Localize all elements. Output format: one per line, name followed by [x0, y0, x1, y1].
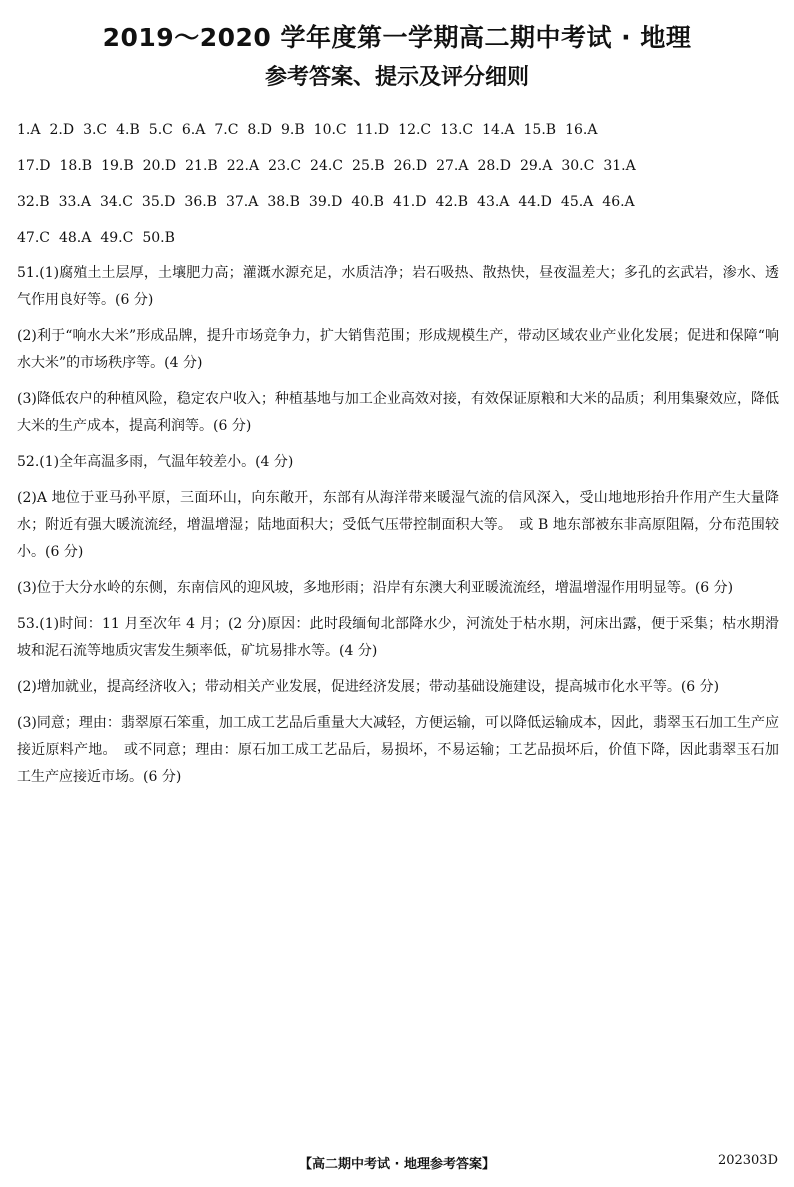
answer-row	[17, 220, 787, 256]
answer-item: 40.B	[351, 194, 384, 210]
answer-item: 21.B	[185, 158, 218, 174]
answer-item: 20.D	[142, 158, 177, 174]
answer-item: 2.D	[49, 122, 75, 138]
answer-item: 6.A	[181, 122, 206, 138]
answer-row	[17, 148, 787, 184]
q53-part3: (3)同意；理由：翡翠原石笨重，加工成工艺品后重量大大减轻，方便运输，可以降低运输成本，因此，翡翠玉石加工生产应接近原料产地。 或不同意；理由：原石加工成工艺品后，易损坏，不易运输；工艺品损坏后，价值下降，因此翡翠玉石加工生产应接近市场。(6 分)	[17, 715, 779, 785]
answer-row	[17, 112, 787, 148]
answer-item: 48.A	[58, 230, 92, 246]
answer-item: 43.A	[477, 194, 510, 210]
footer-code: 202303D	[717, 1153, 778, 1168]
answer-item: 5.C	[148, 122, 173, 138]
q51-part1: 51.(1)腐殖土土层厚，土壤肥力高；灌溉水源充足，水质洁净；岩石吸热、散热快，昼夜温差大；多孔的玄武岩，渗水、透气作用良好等。(6 分)	[17, 265, 779, 308]
answer-item: 26.D	[393, 158, 428, 174]
answer-item: 23.C	[268, 158, 302, 174]
answer-item: 19.B	[101, 158, 134, 174]
page-subtitle: 参考答案、提示及评分细则	[264, 65, 529, 90]
q52-part3: (3)位于大分水岭的东侧，东南信风的迎风坡，多地形雨；沿岸有东澳大利亚暖流流经，增温增湿作用明显等。(6 分)	[17, 580, 734, 596]
answer-item: 39.D	[308, 194, 343, 210]
q51-part3: (3)降低农户的种植风险，稳定农户收入；种植基地与加工企业高效对接，有效保证原粮和大米的品质；利用集聚效应，降低大米的生产成本，提高利润等。(6 分)	[17, 391, 779, 434]
answer-item: 1.A	[17, 122, 41, 138]
footer-label: 【高二期中考试 · 地理参考答案】	[299, 1157, 495, 1172]
answer-item: 31.A	[603, 158, 636, 174]
answer-item: 46.A	[602, 194, 635, 210]
answer-item: 25.B	[352, 158, 385, 174]
answer-item: 34.C	[99, 194, 133, 210]
answer-item: 36.B	[184, 194, 217, 210]
answer-item: 11.D	[355, 122, 390, 138]
question-53	[17, 611, 779, 791]
answer-item: 22.A	[226, 158, 260, 174]
answer-item: 9.B	[281, 122, 305, 138]
answer-item: 10.C	[313, 122, 347, 138]
answer-item: 27.A	[436, 158, 469, 174]
question-51	[17, 260, 779, 440]
q53-part1: 53.(1)时间：11 月至次年 4 月；(2 分)原因：此时段缅甸北部降水少，河流处于枯水期，河床出露，便于采集；枯水期滑坡和泥石流等地质灾害发生频率低，矿坑易排水等。(4 分)	[17, 616, 779, 659]
q52-part2: (2)A 地位于亚马孙平原，三面环山，向东敞开，东部有从海洋带来暖湿气流的信风深入，受山地地形抬升作用产生大量降水；附近有强大暖流流经，增温增湿；陆地面积大；受低气压带控制面积大等。 或 B 地东部被东非高原阻隔，分布范围较小。(6 分)	[17, 490, 779, 560]
answer-item: 29.A	[519, 158, 553, 174]
answer-item: 12.C	[398, 122, 432, 138]
answer-item: 18.B	[59, 158, 93, 174]
answer-item: 32.B	[17, 194, 50, 210]
answer-item: 35.D	[141, 194, 176, 210]
answer-item: 44.D	[518, 194, 552, 210]
answer-item: 15.B	[523, 122, 557, 138]
multiple-choice-answers	[17, 112, 787, 256]
question-52	[17, 449, 779, 602]
answer-item: 16.A	[565, 122, 598, 138]
answer-item: 33.A	[58, 194, 91, 210]
answer-item: 3.C	[83, 122, 108, 138]
answer-item: 4.B	[116, 122, 140, 138]
page-title: 2019～2020 学年度第一学期高二期中考试 · 地理	[102, 23, 692, 52]
answer-explanations	[17, 260, 779, 800]
q52-part1: 52.(1)全年高温多雨，气温年较差小。(4 分)	[17, 454, 294, 470]
q51-part2: (2)利于“响水大米”形成品牌，提升市场竞争力，扩大销售范围；形成规模生产，带动区域农业产业化发展；促进和保障“响水大米”的市场秩序等。(4 分)	[17, 328, 779, 371]
answer-item: 17.D	[17, 158, 51, 174]
answer-item: 42.B	[435, 194, 469, 210]
answer-item: 41.D	[392, 194, 427, 210]
answer-item: 45.A	[560, 194, 594, 210]
answer-item: 24.C	[310, 158, 344, 174]
q53-part2: (2)增加就业，提高经济收入；带动相关产业发展，促进经济发展；带动基础设施建设，提高城市化水平等。(6 分)	[17, 679, 720, 695]
answer-item: 30.C	[561, 158, 595, 174]
answer-item: 14.A	[482, 122, 515, 138]
answer-item: 37.A	[225, 194, 259, 210]
answer-item: 28.D	[477, 158, 511, 174]
answer-item: 47.C	[17, 230, 50, 246]
answer-item: 8.D	[247, 122, 273, 138]
answer-item: 49.C	[100, 230, 134, 246]
answer-item: 13.C	[440, 122, 474, 138]
answer-item: 38.B	[267, 194, 300, 210]
answer-row	[17, 184, 787, 220]
answer-item: 7.C	[214, 122, 239, 138]
answer-item: 50.B	[142, 230, 175, 246]
